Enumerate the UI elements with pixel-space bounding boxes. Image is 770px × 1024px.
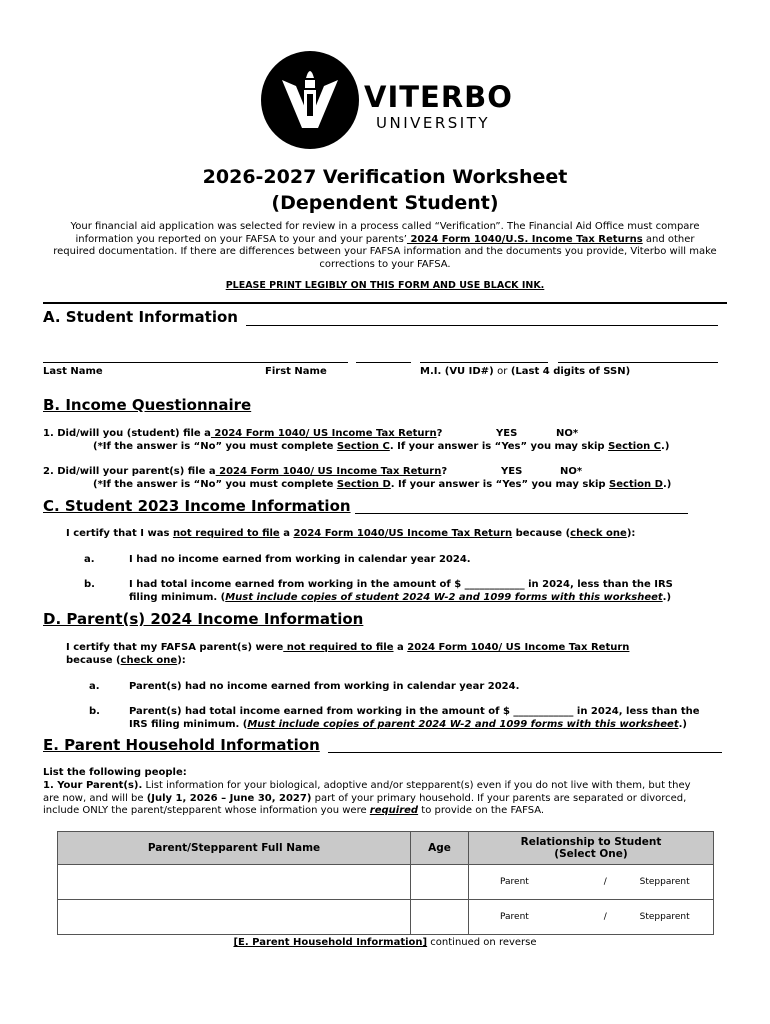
section-e-instructions: 1. Your Parent(s). List information for your biological, adoptive and/or stepparent(s) even if you do not live with them, but they are now, and will be (July 1, 2026 – June 30, 2027) part of your primary household. If your parents are separated or divorced, include ONLY the parent/stepparent whose information you were required to provide on the FAFSA.: [43, 780, 691, 816]
option-c-a-text: I had no income earned from working in calendar year 2024.: [129, 554, 471, 565]
intro-line-4: corrections to your FAFSA.: [319, 258, 451, 270]
col-relationship-header: Relationship to Student (Select One): [469, 832, 714, 865]
question-2-note: (*If the answer is “No” you must complete Section D. If your answer is “Yes” you may skip Section D.): [93, 479, 672, 490]
section-c-title-line: [355, 513, 688, 514]
slash: /: [603, 877, 607, 887]
option-d-b-text-2: IRS filing minimum. (Must include copies of parent 2024 W-2 and 1099 forms with this worksheet.): [129, 719, 687, 730]
logo-name: VITERBO: [364, 80, 513, 114]
option-d-b-text: Parent(s) had total income earned from working in the amount of $ ____________ in 2024, less than the: [129, 706, 700, 717]
university-logo: [260, 50, 520, 150]
section-d-title: D. Parent(s) 2024 Income Information: [43, 610, 364, 628]
stepparent-option[interactable]: Stepparent: [639, 912, 690, 922]
col-age-header: Age: [411, 832, 469, 865]
section-c-title: C. Student 2023 Income Information: [43, 497, 351, 515]
age-cell[interactable]: [411, 900, 469, 935]
option-d-b-marker[interactable]: b.: [89, 706, 100, 717]
q1-yes-option[interactable]: YES: [496, 428, 518, 439]
print-instruction: PLEASE PRINT LEGIBLY ON THIS FORM AND USE BLACK INK.: [225, 280, 545, 291]
parent-name-cell[interactable]: [58, 865, 411, 900]
option-c-b-text-2: filing minimum. (Must include copies of student 2024 W-2 and 1099 forms with this worksheet.): [129, 592, 672, 603]
option-d-a-text: Parent(s) had no income earned from working in calendar year 2024.: [129, 681, 520, 692]
first-name-label: First Name: [265, 366, 327, 377]
mi-field-line[interactable]: [356, 362, 411, 363]
continued-note: [E. Parent Household Information] continued on reverse: [233, 937, 537, 948]
relationship-cell[interactable]: [469, 865, 714, 900]
divider: [43, 302, 727, 304]
parent-name-cell[interactable]: [58, 900, 411, 935]
mi-label: M.I. (VU ID#) or (Last 4 digits of SSN): [420, 366, 631, 377]
intro-line-1: Your financial aid application was selected for review in a process called “Verification”. The Financial Aid Office must compare: [70, 221, 700, 232]
viterbo-seal-icon: [260, 50, 360, 150]
slash: /: [603, 912, 607, 922]
q2-no-option[interactable]: NO*: [560, 466, 583, 477]
section-d-certify: I certify that my FAFSA parent(s) were not required to file a 2024 Form 1040/ US Income Tax Return: [66, 642, 630, 653]
option-c-b-text: I had total income earned from working in the amount of $ ____________ in 2024, less than the IRS: [129, 579, 673, 590]
col-name-header: Parent/Stepparent Full Name: [58, 832, 411, 865]
q1-no-option[interactable]: NO*: [556, 428, 579, 439]
question-2: 2. Did/will your parent(s) file a 2024 Form 1040/ US Income Tax Return?: [43, 466, 448, 477]
question-1: 1. Did/will you (student) file a 2024 Form 1040/ US Income Tax Return?: [43, 428, 443, 439]
ssn-field-line[interactable]: [558, 362, 718, 363]
question-1-note: (*If the answer is “No” you must complete Section C. If your answer is “Yes” you may skip Section C.): [93, 441, 670, 452]
intro-paragraph: [30, 221, 740, 271]
section-d-certify-2: because (check one):: [66, 655, 186, 666]
option-d-a-marker[interactable]: a.: [89, 681, 100, 692]
page-title: 2026-2027 Verification Worksheet: [202, 166, 568, 188]
page-subtitle: (Dependent Student): [271, 192, 499, 214]
table-row: [58, 865, 714, 900]
section-e-title-line: [328, 752, 722, 753]
parent-option[interactable]: Parent: [500, 912, 529, 922]
section-a-title: A. Student Information: [43, 308, 238, 326]
parent-table: [57, 831, 714, 935]
intro-line-2: information you reported on your FAFSA to your and your parents’ 2024 Form 1040/U.S. Income Tax Returns and other: [75, 233, 695, 245]
section-e-title: E. Parent Household Information: [43, 736, 320, 754]
last-name-label: Last Name: [43, 366, 103, 377]
section-c-certify: I certify that I was not required to file a 2024 Form 1040/US Income Tax Return because (check one):: [66, 528, 636, 539]
intro-line-3: required documentation. If there are differences between your FAFSA information and the documents you provide, Viterbo will make: [53, 246, 717, 257]
age-cell[interactable]: [411, 865, 469, 900]
name-field-line[interactable]: [43, 362, 348, 363]
parent-option[interactable]: Parent: [500, 877, 529, 887]
stepparent-option[interactable]: Stepparent: [639, 877, 690, 887]
section-e-list-heading: List the following people:: [43, 767, 187, 778]
section-a-title-line: [246, 325, 718, 326]
table-row: [58, 900, 714, 935]
q2-yes-option[interactable]: YES: [501, 466, 523, 477]
relationship-cell[interactable]: [469, 900, 714, 935]
vu-id-field-line[interactable]: [420, 362, 548, 363]
option-c-b-marker[interactable]: b.: [84, 579, 95, 590]
logo-sub: UNIVERSITY: [376, 114, 491, 132]
section-b-title: B. Income Questionnaire: [43, 396, 252, 414]
option-c-a-marker[interactable]: a.: [84, 554, 95, 565]
